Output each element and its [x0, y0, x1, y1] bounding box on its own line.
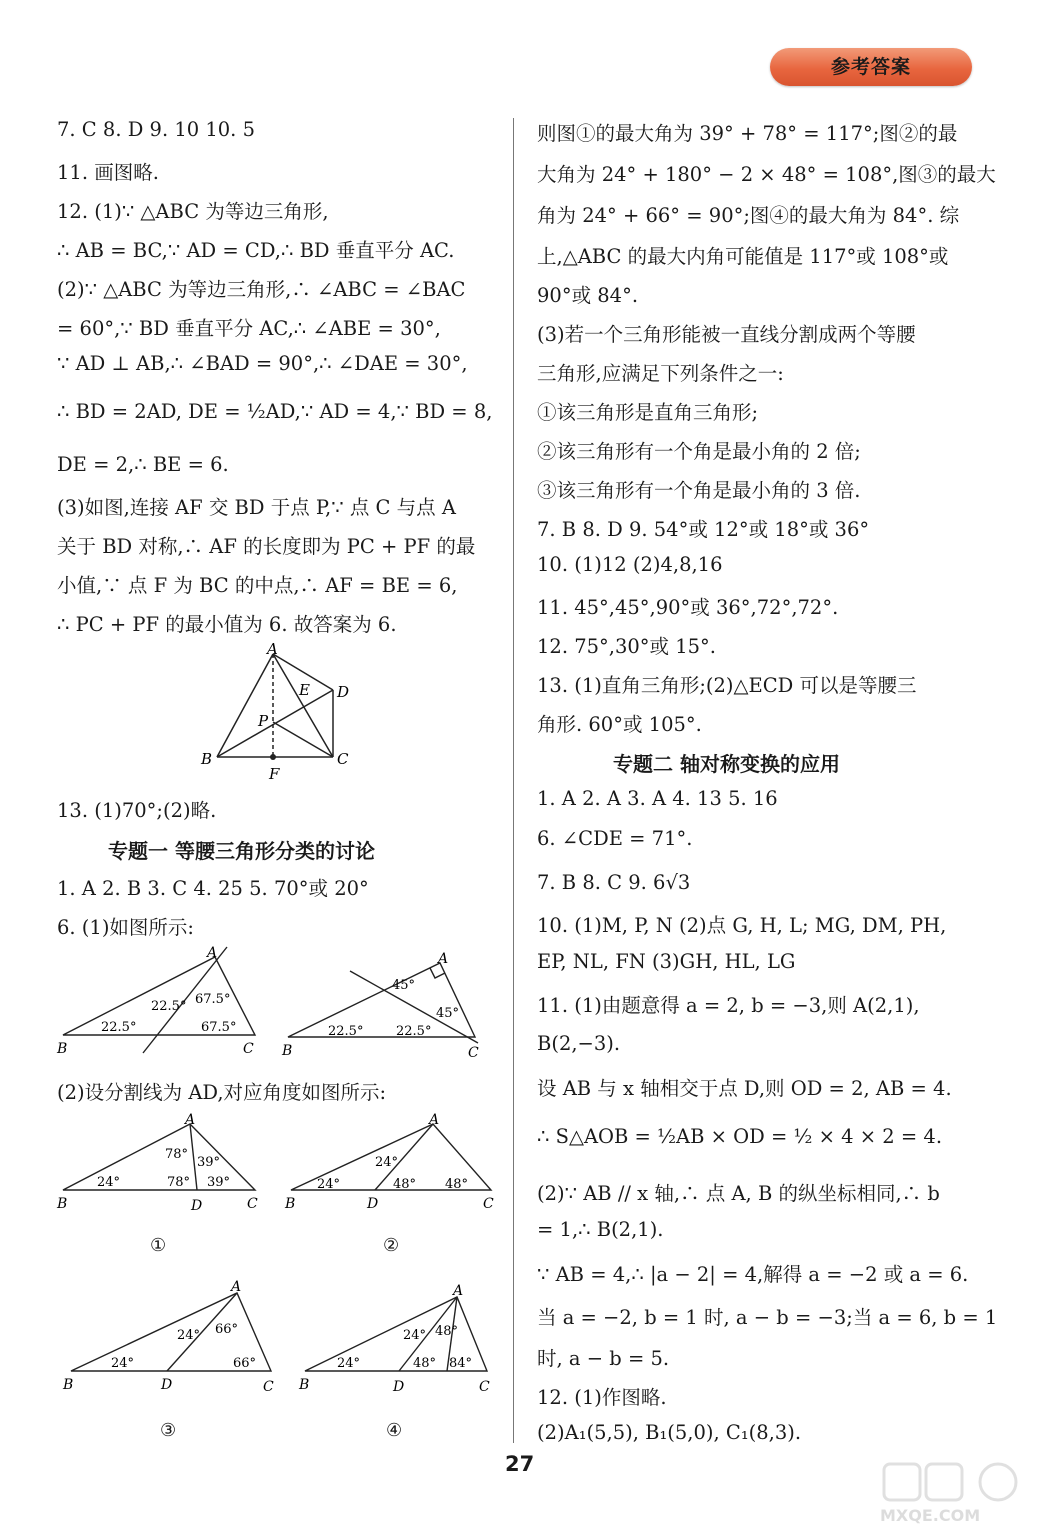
text-line: 12. (1)作图略. [537, 1386, 667, 1409]
label-c: C [263, 1379, 274, 1395]
text-line: 12. 75°,30°或 15°. [537, 635, 716, 658]
label-a: A [231, 1279, 242, 1295]
angle-label: 24° [317, 1177, 341, 1192]
text-line: 三角形,应满足下列条件之一: [537, 362, 784, 385]
text-line: ③该三角形有一个角是最小角的 3 倍. [537, 479, 861, 502]
column-divider [513, 118, 514, 1443]
text-line: 小值,∵ 点 F 为 BC 的中点,∴ AF = BE = 6, [57, 574, 458, 597]
text-line: 11. 画图略. [57, 161, 159, 184]
text-line: B(2,−3). [537, 1032, 621, 1055]
text-line: 6. (1)如图所示: [57, 916, 194, 939]
angle-label: 24° [97, 1175, 121, 1190]
label-a: A [438, 951, 449, 967]
text-line: (2)A₁(5,5), B₁(5,0), C₁(8,3). [537, 1421, 802, 1444]
label-c: C [247, 1196, 258, 1212]
label-c: C [483, 1196, 494, 1212]
angle-label: 24° [111, 1356, 135, 1371]
angle-label: 24° [403, 1328, 427, 1343]
text-line: 11. (1)由题意得 a = 2, b = −3,则 A(2,1), [537, 994, 920, 1017]
text-line: 关于 BD 对称,∴ AF 的长度即为 PC + PF 的最 [57, 535, 476, 558]
angle-label: 67.5° [195, 992, 231, 1007]
triangle-figure-6-1-left [55, 945, 270, 1060]
label-d: D [161, 1377, 173, 1393]
text-line: (2)∵ △ABC 为等边三角形,∴ ∠ABC = ∠BAC [57, 278, 466, 301]
text-line: 7. B 8. D 9. 54°或 12°或 18°或 36° [537, 518, 870, 541]
text-line: ∴ PC + PF 的最小值为 6. 故答案为 6. [57, 613, 397, 636]
text-line: 角形. 60°或 105°. [537, 713, 702, 736]
section-heading-2: 专题二 轴对称变换的应用 [613, 752, 840, 776]
text-line: EP, NL, FN (3)GH, HL, LG [537, 950, 796, 973]
text-line: 大角为 24° + 180° − 2 × 48° = 108°,图③的最大 [537, 163, 996, 186]
text-line: ∴ S△AOB = ½AB × OD = ½ × 4 × 2 = 4. [537, 1125, 943, 1148]
angle-label: 39° [197, 1155, 221, 1170]
angle-label: 48° [445, 1177, 469, 1192]
text-line: 时, a − b = 5. [537, 1347, 670, 1370]
text-line: (2)∵ AB // x 轴,∴ 点 A, B 的纵坐标相同,∴ b [537, 1182, 940, 1205]
text-line: ②该三角形有一个角是最小角的 2 倍; [537, 440, 861, 463]
text-line: = 1,∴ B(2,1). [537, 1218, 664, 1241]
triangle-figure-3 [55, 1275, 280, 1400]
text-line: (3)如图,连接 AF 交 BD 于点 P,∵ 点 C 与点 A [57, 496, 456, 519]
angle-label: 66° [233, 1356, 257, 1371]
text-line: 则图①的最大角为 39° + 78° = 117°;图②的最 [537, 122, 958, 145]
triangle-figure-1 [55, 1110, 270, 1220]
section-heading-1: 专题一 等腰三角形分类的讨论 [108, 839, 375, 863]
figure-caption: ④ [386, 1420, 403, 1441]
label-b: B [57, 1041, 68, 1057]
label-e: E [299, 681, 310, 699]
label-a: A [429, 1112, 440, 1128]
angle-label: 48° [393, 1177, 417, 1192]
text-line: (2)设分割线为 AD,对应角度如图所示: [57, 1081, 387, 1104]
label-b: B [201, 750, 213, 768]
figure-caption: ③ [160, 1420, 177, 1441]
text-line: 90°或 84°. [537, 284, 639, 307]
text-line: 10. (1)M, P, N (2)点 G, H, L; MG, DM, PH, [537, 914, 947, 937]
text-line: = 60°,∵ BD 垂直平分 AC,∴ ∠ABE = 30°, [57, 317, 441, 340]
text-line: 角为 24° + 66° = 90°;图④的最大角为 84°. 综 [537, 204, 960, 227]
angle-label: 24° [337, 1356, 361, 1371]
text-line: DE = 2,∴ BE = 6. [57, 453, 229, 476]
text-line: ∵ AD ⊥ AB,∴ ∠BAD = 90°,∴ ∠DAE = 30°, [57, 352, 468, 375]
label-a: A [453, 1283, 464, 1299]
label-c: C [479, 1379, 490, 1395]
triangle-figure-4 [297, 1275, 502, 1400]
angle-label: 22.5° [328, 1024, 364, 1039]
triangle-figure-6-1-right [280, 945, 495, 1060]
figure-caption: ② [383, 1235, 400, 1256]
page-number: 27 [505, 1452, 535, 1476]
label-p: P [258, 712, 269, 730]
text-line: 1. A 2. A 3. A 4. 13 5. 16 [537, 787, 778, 810]
label-a: A [207, 945, 218, 961]
angle-label: 45° [392, 978, 416, 993]
angle-label: 66° [215, 1322, 239, 1337]
label-b: B [282, 1043, 293, 1059]
text-line: 设 AB 与 x 轴相交于点 D,则 OD = 2, AB = 4. [537, 1077, 952, 1100]
label-b: B [57, 1196, 68, 1212]
text-line: 当 a = −2, b = 1 时, a − b = −3;当 a = 6, b = 1 [537, 1306, 998, 1329]
label-c: C [337, 750, 349, 768]
label-c: C [468, 1045, 479, 1060]
text-line: (3)若一个三角形能被一直线分割成两个等腰 [537, 323, 916, 346]
label-b: B [285, 1196, 296, 1212]
text-line: 13. (1)70°;(2)略. [57, 799, 217, 822]
text-line: 13. (1)直角三角形;(2)△ECD 可以是等腰三 [537, 674, 917, 697]
text-line: 7. C 8. D 9. 10 10. 5 [57, 118, 255, 141]
text-line: ∴ BD = 2AD, DE = ½AD,∵ AD = 4,∵ BD = 8, [57, 400, 493, 423]
label-d: D [191, 1198, 203, 1214]
label-a: A [185, 1112, 196, 1128]
label-b: B [63, 1377, 74, 1393]
triangle-figure-2 [283, 1110, 498, 1220]
angle-label: 39° [207, 1175, 231, 1190]
figure-caption: ① [150, 1235, 167, 1256]
label-a: A [267, 642, 278, 658]
watermark-text: MXQE.COM [880, 1506, 981, 1525]
angle-label: 67.5° [201, 1020, 237, 1035]
text-line: 1. A 2. B 3. C 4. 25 5. 70°或 20° [57, 877, 369, 900]
angle-label: 48° [413, 1356, 437, 1371]
angle-label: 84° [449, 1356, 473, 1371]
label-d: D [367, 1196, 379, 1212]
answer-key-label: 参考答案 [830, 56, 911, 78]
label-b: B [299, 1377, 310, 1393]
label-d: D [393, 1379, 405, 1395]
angle-label: 78° [165, 1147, 189, 1162]
answer-key-badge [770, 48, 972, 86]
angle-label: 48° [435, 1324, 459, 1339]
angle-label: 22.5° [396, 1024, 432, 1039]
text-line: ∴ AB = BC,∵ AD = CD,∴ BD 垂直平分 AC. [57, 239, 455, 262]
text-line: 6. ∠CDE = 71°. [537, 827, 693, 850]
label-c: C [243, 1041, 254, 1057]
text-line: 11. 45°,45°,90°或 36°,72°,72°. [537, 596, 839, 619]
angle-label: 22.5° [101, 1020, 137, 1035]
text-line: 7. B 8. C 9. 6√3 [537, 871, 691, 894]
text-line: 10. (1)12 (2)4,8,16 [537, 553, 723, 576]
watermark-icon [880, 1460, 1040, 1506]
angle-label: 24° [375, 1155, 399, 1170]
label-d: D [337, 683, 350, 701]
angle-label: 78° [167, 1175, 191, 1190]
angle-label: 45° [436, 1006, 460, 1021]
geometry-figure-abcd [195, 642, 365, 782]
label-f: F [269, 765, 280, 782]
text-line: 上,△ABC 的最大内角可能值是 117°或 108°或 [537, 245, 949, 268]
text-line: ∵ AB = 4,∴ |a − 2| = 4,解得 a = −2 或 a = 6. [537, 1263, 969, 1286]
angle-label: 24° [177, 1328, 201, 1343]
watermark-logo [880, 1460, 1040, 1526]
angle-label: 22.5° [151, 999, 187, 1014]
text-line: ①该三角形是直角三角形; [537, 401, 759, 424]
text-line: 12. (1)∵ △ABC 为等边三角形, [57, 200, 329, 223]
